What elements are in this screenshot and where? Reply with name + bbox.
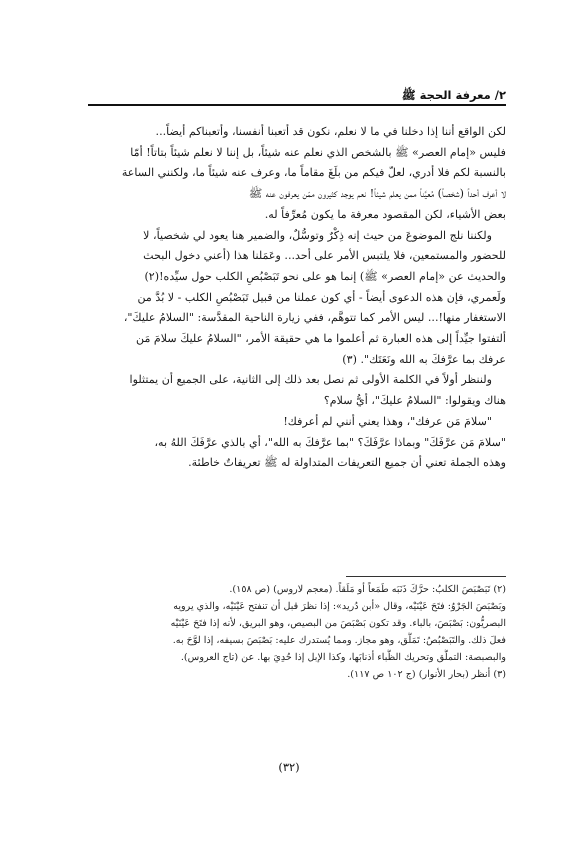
footnote-line: (٣) أنظر (بحار الأنوار) (ج ١٠٢ ص ١١٧).: [347, 669, 506, 680]
body-text: [86, 122, 506, 474]
body-line: ولكننا نلج الموضوعَ من حيث إنه ذِكْرٌ وتوسُّلٌ، والضمير هنا يعود لي شخصياً، لا: [143, 228, 492, 242]
body-line: عرفك بما عرَّفكَ به الله ونَعَتَك". (٣): [342, 352, 506, 366]
page-number: (٣٢): [278, 760, 300, 774]
footnote-line: والبصبصة: التملُّق وتحريك الظَّباء أذنابَها، وكذا الإبل إذا حُدِيَ بها. عن (تاج العروس).: [180, 652, 506, 663]
footnote-line: فعلَ ذلك. والتَبَصْبُصُ: تَمَلُّق، وهو مجاز. ومما يُستدرك عليه: بَصْبَصَ بسيفه، إذا لوَّحَ به.: [172, 635, 506, 646]
footnote-line: البصريُّون: بَصْبَصَ، بالباء. وقد تكون بَصْبَصَ من البصيص، وهو البريق، لأنه إذا فتَحَ عَيْنَيْه: [170, 618, 506, 629]
footnote-line: (٢) تَبَصْبَصَ الكلبُ: حرَّكَ ذَنَبَه طَمَعاً أو مَلَقاً. (معجم لاروس) (ص ١٥٨).: [229, 584, 506, 595]
body-line: فليس «إمام العصر» ﷺ بالشخص الذي نعلم عنه شيئاً، بل إننا لا نعلم شيئاً بتاتاً! أمّا: [130, 145, 506, 159]
quote-line: "سلامَ مَن عرفك"، وهذا يعني أنني لم أعرفك!: [283, 414, 492, 428]
page-header: [88, 86, 506, 106]
body-line: ألتفتوا جيِّداً إلى هذه العبارة ثم أعلموا ما هي حقيقة الأمر، "السلامُ عليكَ سلامَ مَن: [136, 332, 506, 346]
body-line: ولَعمري، فإن هذه الدعوى أيضاً - أي كون عملنا من قبيل تَبَصْبُصِ الكلب - لا بُدَّ من: [137, 290, 506, 304]
footnotes: [86, 581, 506, 683]
body-line: للحضور والمستمعين، فلا يلتبس الأمر على أحد... وعَمَلنا هذا (أعني دخول البحث: [143, 249, 506, 263]
body-line: هناك ويقولوا: "السلامُ عليكَ"، أيُّ سلام؟: [323, 394, 506, 408]
body-line: لا أعرف أحداً (شخصاً) مُعيَّناً ممن يعلم شيئاً! نعم يوجد كثيرون ممّن يعرفون عنه ﷺ: [248, 187, 506, 201]
header-rule: [88, 104, 506, 106]
body-line: "سلامَ مَن عرَّفَكَ" وبماذا عرَّفَكَ؟ "بما عرَّفكَ به الله"، أي بالذي عرَّفَكَ اللهُ به،: [154, 435, 506, 449]
body-line: الاستغفار منها!... ليس الأمر كما تتوهَّم، ففي زيارة الناحية المقدَّسة: "السلامُ عليكَ"،: [123, 311, 506, 325]
footnote-line: وبَصْبَصَ الجَرْوُ: فتَحَ عَيْنَيْه، وقال «أبن دُريد»: إذا نظرَ قبل أن تنفتح عَيْنَيْه، والذي يرويه: [173, 601, 506, 612]
body-line: وهذه الجملة تعني أن جميع التعريفات المتداولة له ﷺ تعريفاتٌ خاطئة.: [188, 456, 506, 470]
body-line: والحديث عن «إمام العصر» ﷺ) إنما هو على نحو تَبَصْبُصِ الكلب حول سيِّده!(٢): [144, 269, 506, 283]
footnote-rule: [346, 576, 506, 577]
body-line: ولننظر أولاً في الكلمة الأولى ثم نصل بعد ذلك إلى الثانية، على الجميع أن يمتثلوا: [129, 373, 492, 387]
body-line: لكن الواقع أننا إذا دخلنا في ما لا نعلم، نكون قد أتعبنا أنفسنا، وأتعبناكم أيضاً...: [155, 125, 506, 138]
body-line: بالنسبة لكم فلا أدري، لعلّ فيكم من بلَغَ مقاماً ما، وعرف عنه شيئاً ما، ولكنني الساعة: [121, 166, 506, 180]
body-line: بعض الأشياء، لكن المقصود معرفة ما يكون مُعرِّفاً له.: [264, 207, 506, 221]
running-head: ٢/ معرفة الحجة ﷺ: [401, 88, 506, 102]
